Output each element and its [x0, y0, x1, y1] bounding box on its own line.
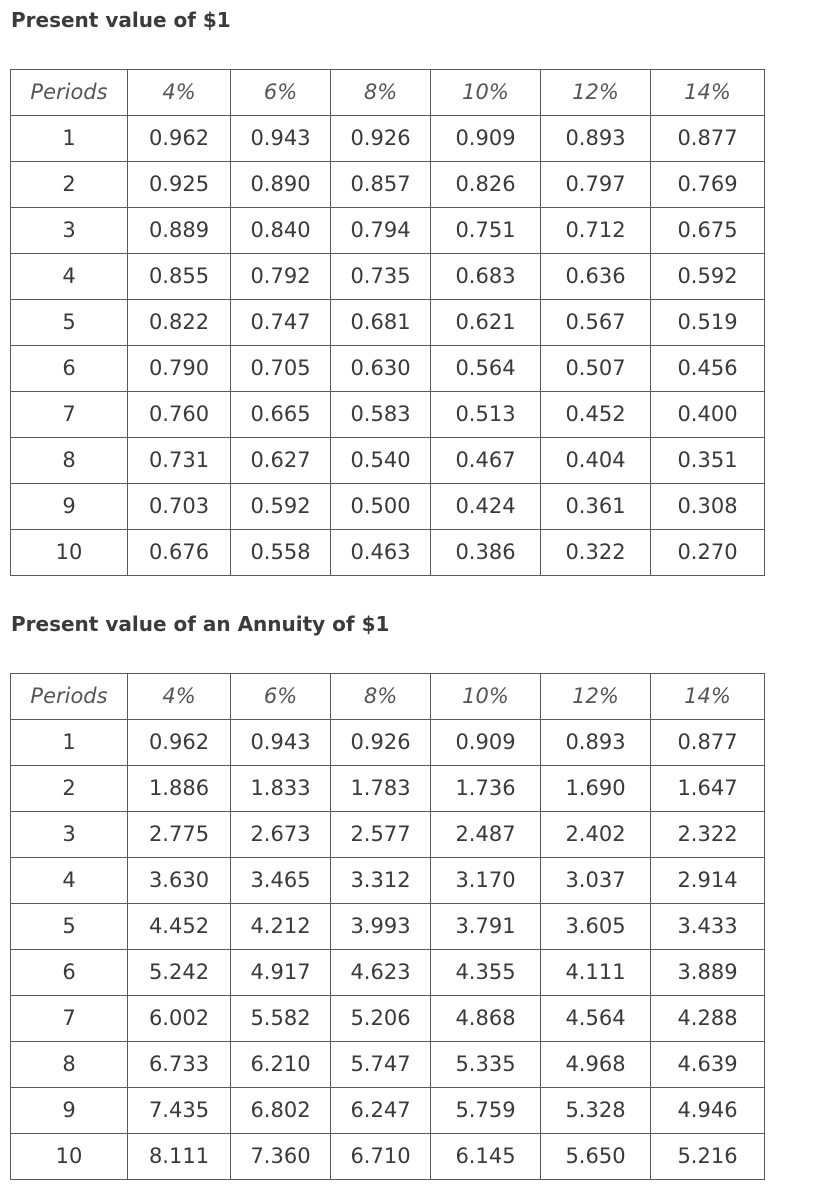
factor-cell: 0.890: [231, 162, 331, 208]
annuity-present-value-table: [10, 673, 765, 1180]
table-title-present-value: Present value of $1: [11, 8, 231, 32]
factor-cell: 5.335: [431, 1042, 541, 1088]
factor-cell: 3.605: [541, 904, 651, 950]
period-cell: 9: [11, 1088, 128, 1134]
factor-cell: 4.623: [331, 950, 431, 996]
factor-cell: 0.592: [651, 254, 765, 300]
table-row: [11, 766, 765, 812]
factor-cell: 3.889: [651, 950, 765, 996]
factor-cell: 0.747: [231, 300, 331, 346]
factor-cell: 6.710: [331, 1134, 431, 1180]
period-cell: 7: [11, 392, 128, 438]
factor-cell: 0.583: [331, 392, 431, 438]
period-cell: 10: [11, 1134, 128, 1180]
factor-cell: 4.288: [651, 996, 765, 1042]
factor-cell: 0.507: [541, 346, 651, 392]
table-row: [11, 116, 765, 162]
factor-cell: 5.216: [651, 1134, 765, 1180]
factor-cell: 2.322: [651, 812, 765, 858]
factor-cell: 0.467: [431, 438, 541, 484]
factor-cell: 0.943: [231, 116, 331, 162]
period-cell: 5: [11, 300, 128, 346]
factor-cell: 0.424: [431, 484, 541, 530]
table-title-annuity: Present value of an Annuity of $1: [11, 612, 390, 636]
factor-cell: 0.564: [431, 346, 541, 392]
factor-cell: 3.791: [431, 904, 541, 950]
factor-cell: 3.037: [541, 858, 651, 904]
table-row: [11, 904, 765, 950]
factor-cell: 0.909: [431, 720, 541, 766]
factor-cell: 3.465: [231, 858, 331, 904]
factor-cell: 4.355: [431, 950, 541, 996]
period-cell: 6: [11, 950, 128, 996]
table-row: [11, 530, 765, 576]
factor-cell: 0.822: [128, 300, 231, 346]
table-row: [11, 438, 765, 484]
column-header-rate: 14%: [651, 70, 765, 116]
table-row: [11, 1042, 765, 1088]
factor-cell: 5.206: [331, 996, 431, 1042]
factor-cell: 0.840: [231, 208, 331, 254]
factor-cell: 0.636: [541, 254, 651, 300]
table-row: [11, 162, 765, 208]
column-header-rate: 10%: [431, 70, 541, 116]
factor-cell: 0.630: [331, 346, 431, 392]
factor-cell: 0.627: [231, 438, 331, 484]
period-cell: 3: [11, 812, 128, 858]
factor-cell: 0.452: [541, 392, 651, 438]
factor-cell: 0.404: [541, 438, 651, 484]
period-cell: 3: [11, 208, 128, 254]
factor-cell: 3.433: [651, 904, 765, 950]
factor-cell: 2.673: [231, 812, 331, 858]
period-cell: 1: [11, 116, 128, 162]
column-header-rate: 12%: [541, 70, 651, 116]
factor-cell: 0.769: [651, 162, 765, 208]
present-value-table: [10, 69, 765, 576]
factor-cell: 0.558: [231, 530, 331, 576]
factor-cell: 4.968: [541, 1042, 651, 1088]
factor-cell: 5.747: [331, 1042, 431, 1088]
factor-cell: 3.170: [431, 858, 541, 904]
factor-cell: 0.893: [541, 720, 651, 766]
factor-cell: 6.210: [231, 1042, 331, 1088]
header-row: [11, 674, 765, 720]
factor-cell: 0.675: [651, 208, 765, 254]
factor-cell: 0.351: [651, 438, 765, 484]
column-header-rate: 6%: [231, 70, 331, 116]
factor-cell: 3.312: [331, 858, 431, 904]
period-cell: 5: [11, 904, 128, 950]
period-cell: 6: [11, 346, 128, 392]
factor-cell: 0.712: [541, 208, 651, 254]
period-cell: 8: [11, 438, 128, 484]
period-cell: 7: [11, 996, 128, 1042]
table-row: [11, 346, 765, 392]
column-header-rate: 8%: [331, 70, 431, 116]
column-header-periods: Periods: [11, 674, 128, 720]
factor-cell: 0.705: [231, 346, 331, 392]
factor-cell: 0.926: [331, 720, 431, 766]
factor-cell: 0.386: [431, 530, 541, 576]
factor-cell: 0.962: [128, 116, 231, 162]
factor-cell: 8.111: [128, 1134, 231, 1180]
table-row: [11, 858, 765, 904]
factor-cell: 6.247: [331, 1088, 431, 1134]
factor-cell: 0.751: [431, 208, 541, 254]
factor-cell: 0.760: [128, 392, 231, 438]
factor-cell: 6.002: [128, 996, 231, 1042]
factor-cell: 2.914: [651, 858, 765, 904]
column-header-rate: 4%: [128, 70, 231, 116]
factor-cell: 0.513: [431, 392, 541, 438]
factor-cell: 0.962: [128, 720, 231, 766]
factor-cell: 0.456: [651, 346, 765, 392]
factor-cell: 2.577: [331, 812, 431, 858]
factor-cell: 0.567: [541, 300, 651, 346]
factor-cell: 0.500: [331, 484, 431, 530]
table-row: [11, 950, 765, 996]
factor-cell: 1.783: [331, 766, 431, 812]
column-header-rate: 10%: [431, 674, 541, 720]
factor-cell: 0.790: [128, 346, 231, 392]
factor-cell: 0.540: [331, 438, 431, 484]
period-cell: 2: [11, 162, 128, 208]
table-header: [11, 70, 765, 116]
factor-cell: 0.857: [331, 162, 431, 208]
factor-cell: 4.564: [541, 996, 651, 1042]
table-row: [11, 812, 765, 858]
column-header-rate: 6%: [231, 674, 331, 720]
factor-cell: 0.826: [431, 162, 541, 208]
factor-cell: 0.683: [431, 254, 541, 300]
factor-cell: 0.519: [651, 300, 765, 346]
factor-cell: 0.943: [231, 720, 331, 766]
factor-cell: 1.690: [541, 766, 651, 812]
table-row: [11, 392, 765, 438]
factor-cell: 0.926: [331, 116, 431, 162]
factor-cell: 1.886: [128, 766, 231, 812]
factor-cell: 0.855: [128, 254, 231, 300]
factor-cell: 0.889: [128, 208, 231, 254]
factor-cell: 0.703: [128, 484, 231, 530]
factor-cell: 0.925: [128, 162, 231, 208]
factor-cell: 4.111: [541, 950, 651, 996]
table-body: [11, 720, 765, 1180]
factor-cell: 0.665: [231, 392, 331, 438]
table-row: [11, 1134, 765, 1180]
factor-cell: 1.833: [231, 766, 331, 812]
factor-cell: 0.735: [331, 254, 431, 300]
factor-cell: 0.621: [431, 300, 541, 346]
factor-cell: 5.650: [541, 1134, 651, 1180]
column-header-periods: Periods: [11, 70, 128, 116]
table-row: [11, 254, 765, 300]
factor-cell: 0.308: [651, 484, 765, 530]
factor-cell: 0.592: [231, 484, 331, 530]
factor-cell: 0.681: [331, 300, 431, 346]
factor-cell: 0.877: [651, 116, 765, 162]
factor-cell: 7.360: [231, 1134, 331, 1180]
factor-cell: 4.212: [231, 904, 331, 950]
header-row: [11, 70, 765, 116]
period-cell: 8: [11, 1042, 128, 1088]
factor-cell: 4.917: [231, 950, 331, 996]
table-row: [11, 484, 765, 530]
factor-cell: 6.733: [128, 1042, 231, 1088]
table-body: [11, 116, 765, 576]
factor-cell: 1.647: [651, 766, 765, 812]
factor-cell: 0.400: [651, 392, 765, 438]
factor-cell: 0.797: [541, 162, 651, 208]
factor-cell: 0.463: [331, 530, 431, 576]
factor-cell: 0.731: [128, 438, 231, 484]
factor-cell: 6.802: [231, 1088, 331, 1134]
factor-cell: 7.435: [128, 1088, 231, 1134]
factor-cell: 3.993: [331, 904, 431, 950]
table-row: [11, 720, 765, 766]
factor-cell: 3.630: [128, 858, 231, 904]
period-cell: 10: [11, 530, 128, 576]
factor-cell: 2.775: [128, 812, 231, 858]
factor-cell: 0.893: [541, 116, 651, 162]
factor-cell: 1.736: [431, 766, 541, 812]
factor-cell: 0.270: [651, 530, 765, 576]
table-row: [11, 300, 765, 346]
factor-cell: 4.639: [651, 1042, 765, 1088]
factor-cell: 5.582: [231, 996, 331, 1042]
period-cell: 9: [11, 484, 128, 530]
factor-cell: 4.946: [651, 1088, 765, 1134]
column-header-rate: 4%: [128, 674, 231, 720]
factor-cell: 5.759: [431, 1088, 541, 1134]
factor-cell: 0.877: [651, 720, 765, 766]
factor-cell: 5.328: [541, 1088, 651, 1134]
factor-cell: 0.676: [128, 530, 231, 576]
factor-cell: 2.402: [541, 812, 651, 858]
factor-cell: 0.794: [331, 208, 431, 254]
column-header-rate: 14%: [651, 674, 765, 720]
period-cell: 4: [11, 254, 128, 300]
factor-cell: 4.452: [128, 904, 231, 950]
factor-cell: 0.361: [541, 484, 651, 530]
factor-cell: 0.909: [431, 116, 541, 162]
column-header-rate: 8%: [331, 674, 431, 720]
table-row: [11, 1088, 765, 1134]
period-cell: 4: [11, 858, 128, 904]
column-header-rate: 12%: [541, 674, 651, 720]
table-header: [11, 674, 765, 720]
factor-cell: 0.322: [541, 530, 651, 576]
table-row: [11, 208, 765, 254]
period-cell: 1: [11, 720, 128, 766]
table-row: [11, 996, 765, 1042]
period-cell: 2: [11, 766, 128, 812]
factor-cell: 2.487: [431, 812, 541, 858]
factor-cell: 5.242: [128, 950, 231, 996]
factor-cell: 6.145: [431, 1134, 541, 1180]
factor-cell: 4.868: [431, 996, 541, 1042]
factor-cell: 0.792: [231, 254, 331, 300]
